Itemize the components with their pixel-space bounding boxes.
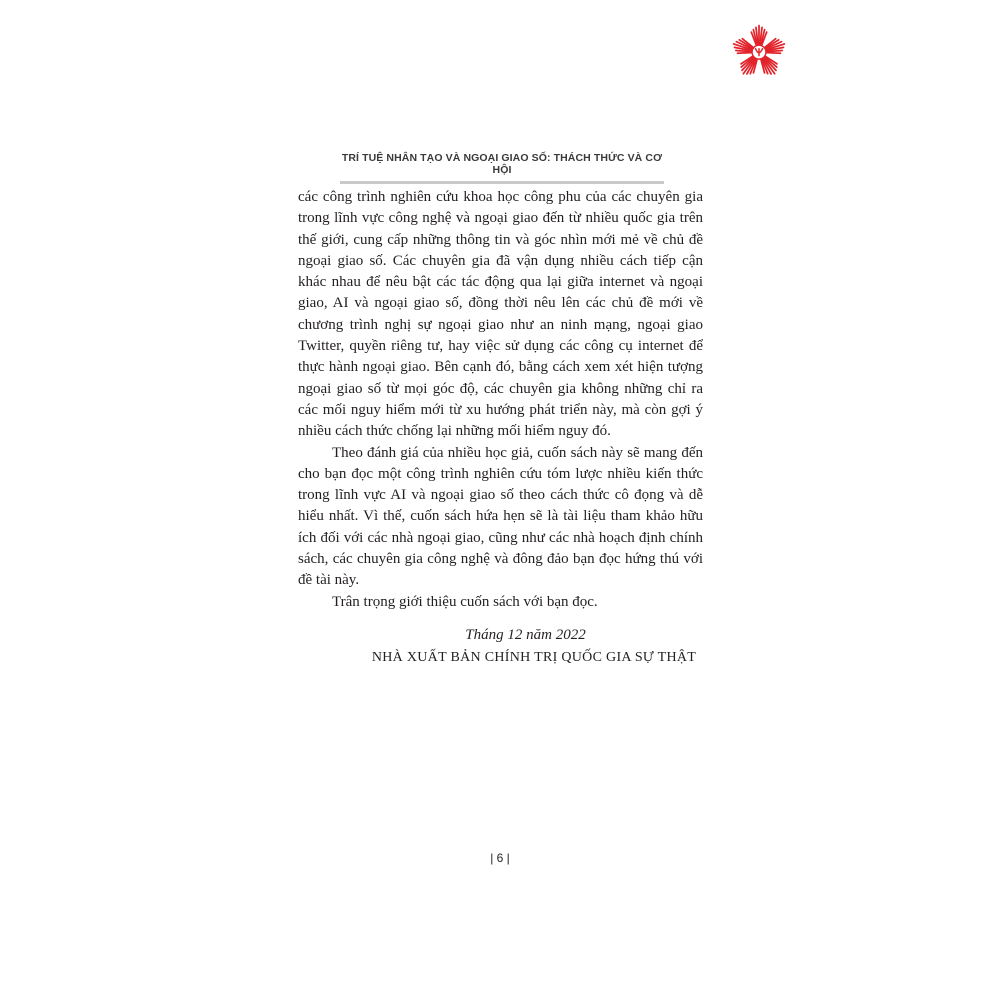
- paragraph-continued: các công trình nghiên cứu khoa học công phu của các chuyên gia trong lĩnh vực công nghệ và ngoại giao đến từ nhiều quốc gia trên thế giới, cung cấp những thông tin và góc nhìn mới mẻ về chủ đề ngoại giao số. Các chuyên gia đã vận dụng nhiều cách tiếp cận khác nhau để nêu bật các tác động qua lại giữa internet và ngoại giao, AI và ngoại giao số, đồng thời nêu lên các chủ đề mới về chương trình nghị sự ngoại giao như an ninh mạng, ngoại giao Twitter, quyền riêng tư, hay việc sử dụng các công cụ internet để thực hành ngoại giao. Bên cạnh đó, bằng cách xem xét hiện tượng ngoại giao số từ mọi góc độ, các chuyên gia không những chỉ ra các mối nguy hiểm mới từ xu hướng phát triển này, mà còn gợi ý nhiều cách thức chống lại những mối hiểm nguy đó.: [298, 189, 703, 440]
- signature-publisher: NHÀ XUẤT BẢN CHÍNH TRỊ QUỐC GIA SỰ THẬT: [371, 650, 697, 665]
- paragraph-assessment: Theo đánh giá của nhiều học giả, cuốn sách này sẽ mang đến cho bạn đọc một công trình nghiên cứu tóm lược nhiều kiến thức trong lĩnh vực AI và ngoại giao số theo cách thức cô đọng và dễ hiểu nhất. Vì thế, cuốn sách hứa hẹn sẽ là tài liệu tham khảo hữu ích đối với các nhà ngoại giao, cũng như các nhà hoạch định chính sách, các chuyên gia công nghệ và đông đảo bạn đọc hứng thú với đề tài này.: [298, 444, 703, 589]
- publisher-star-logo-icon: [730, 22, 788, 80]
- body-text: [298, 187, 703, 613]
- page-number: | 6 |: [490, 851, 510, 865]
- signature-date: Tháng 12 năm 2022: [465, 627, 586, 643]
- paragraph-introduction: Trân trọng giới thiệu cuốn sách với bạn đọc.: [332, 593, 598, 610]
- running-header: TRÍ TUỆ NHÂN TẠO VÀ NGOẠI GIAO SỐ: THÁCH THỨC VÀ CƠ HỘI: [340, 152, 664, 184]
